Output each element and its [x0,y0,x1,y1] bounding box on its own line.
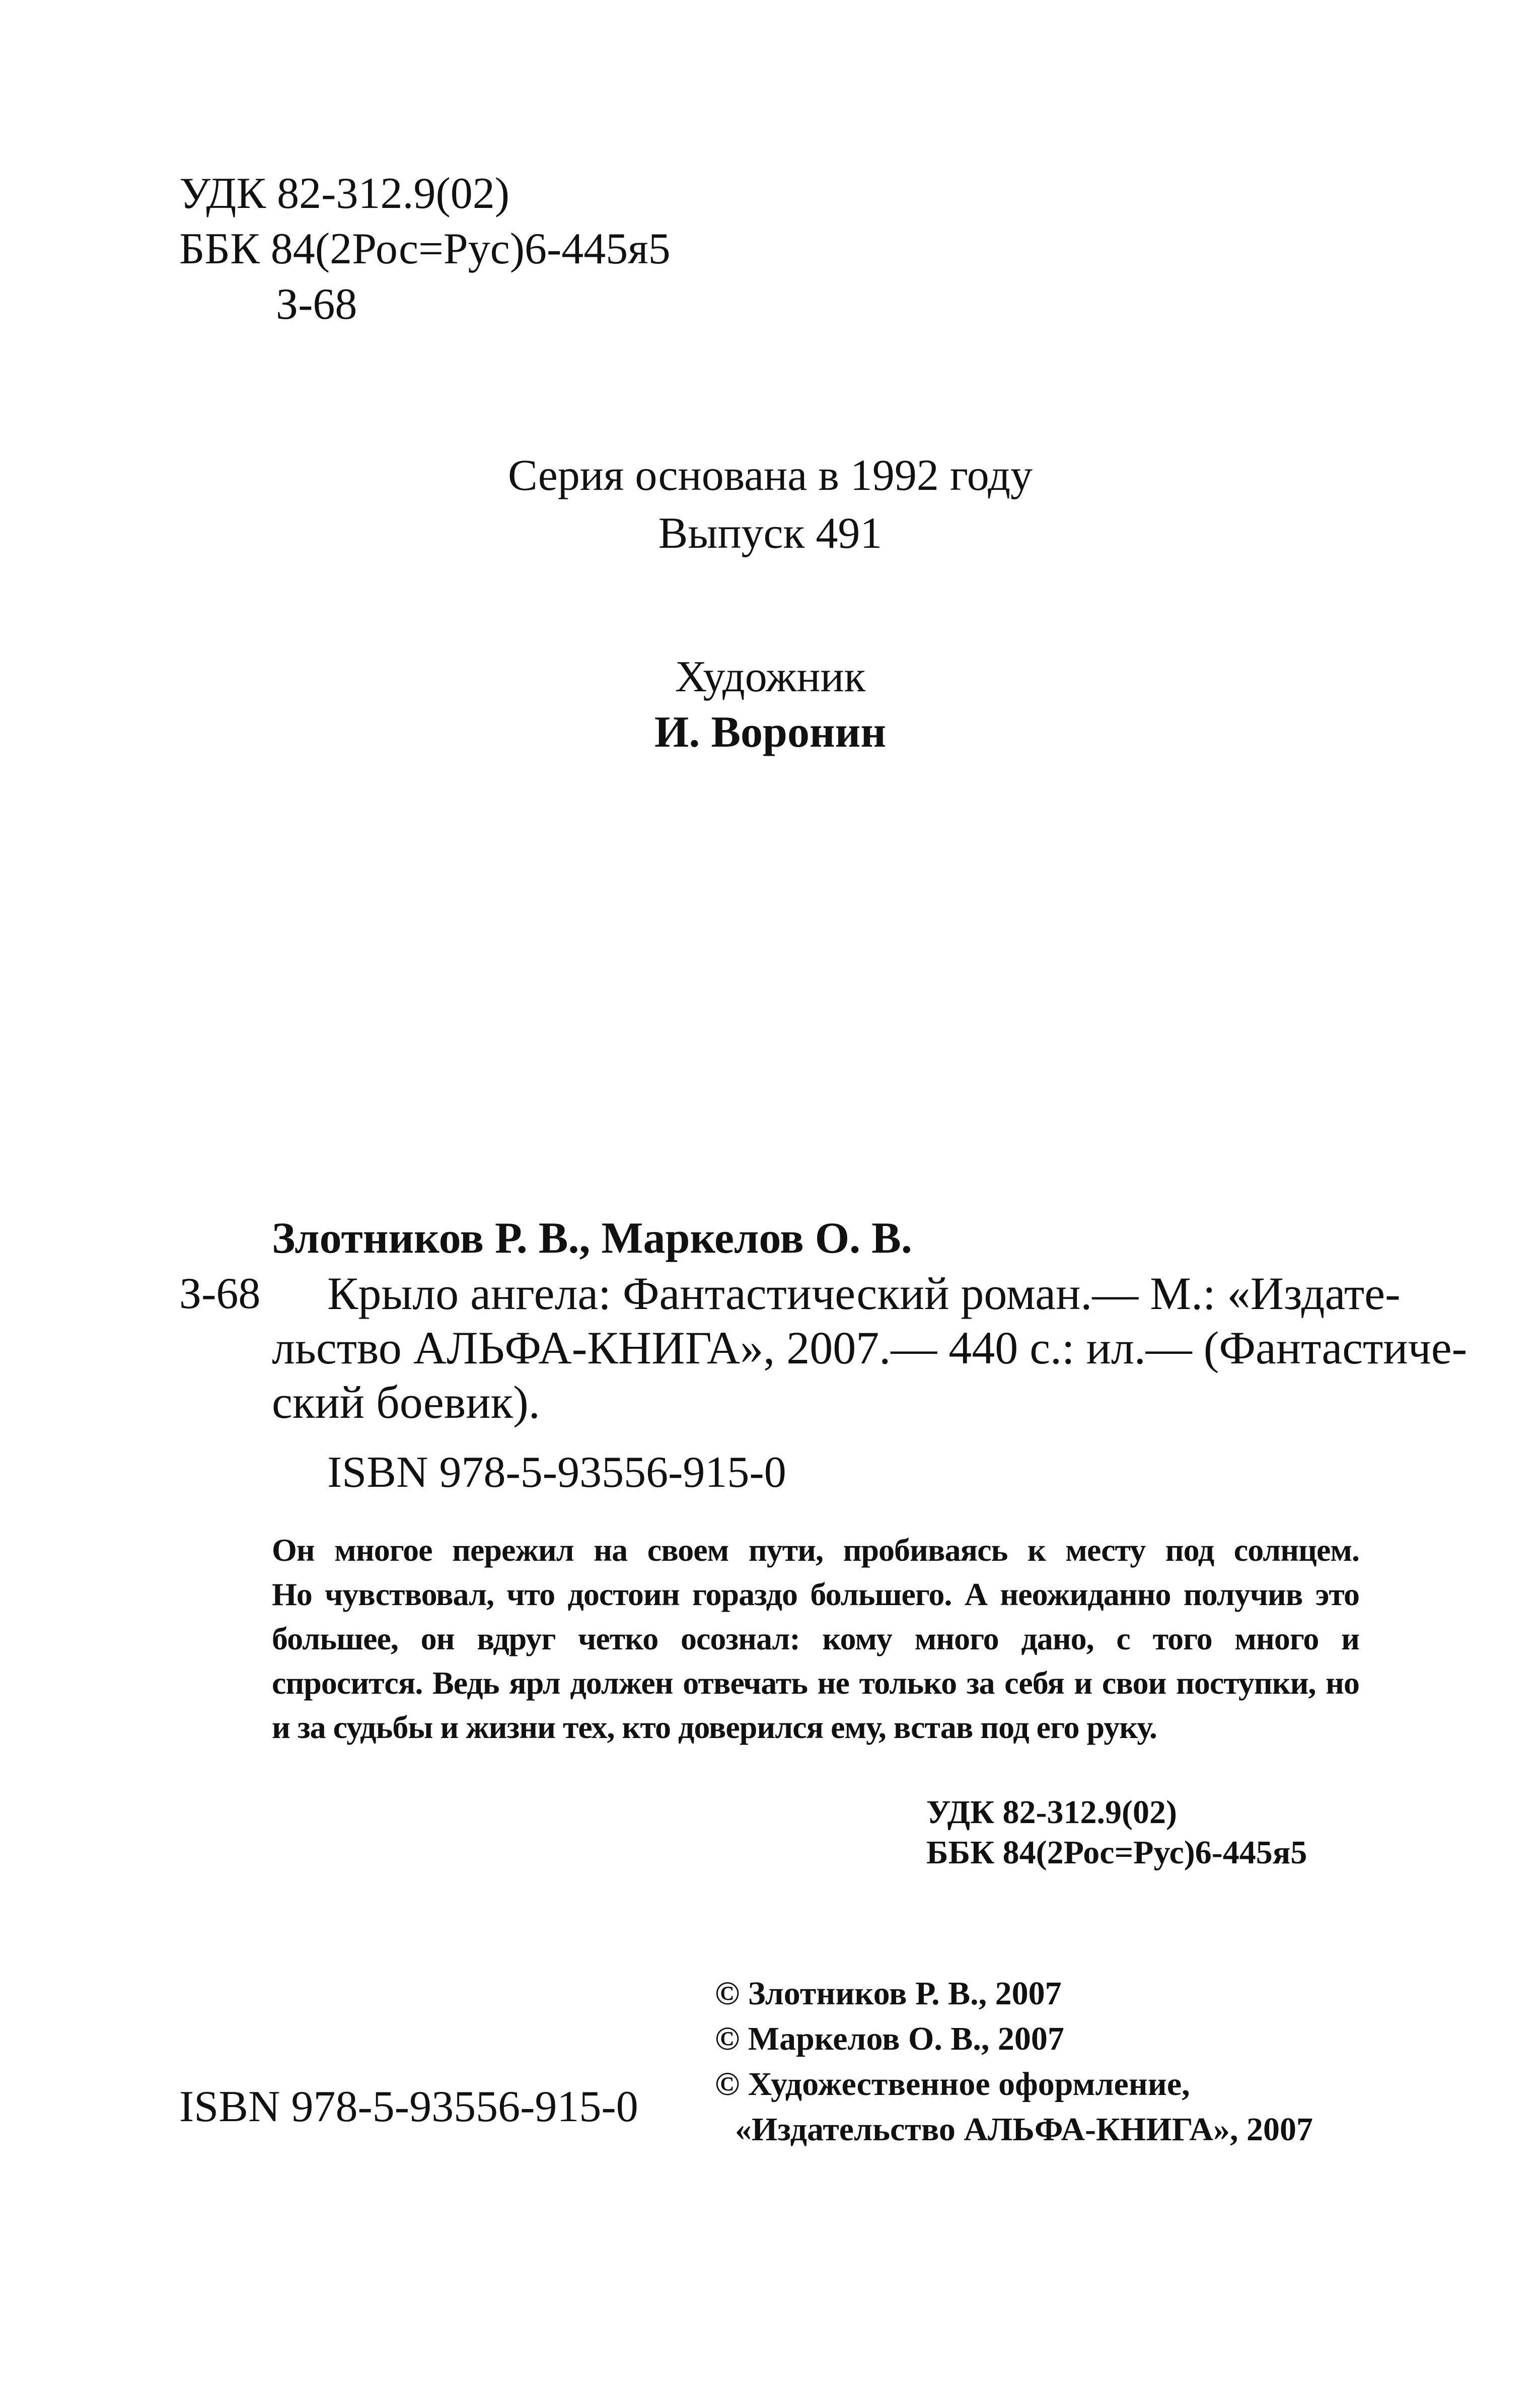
author-code-top: З-68 [276,280,357,329]
series-issue: Выпуск 491 [658,509,883,558]
bbk-code-bottom: ББК 84(2Рос=Рус)6-445я5 [926,1834,1307,1871]
artist-name: И. Воронин [654,708,887,757]
copyright-line: © Художественное оформление, [715,2066,1190,2103]
artist-title: Художник [675,653,866,701]
annotation [272,1528,1359,1750]
annotation-line: Он многое пережил на своем пути, пробиваясь к месту под солнцем. [272,1532,1359,1568]
copyright-line: © Маркелов О. В., 2007 [715,2020,1064,2057]
entry-line: ский боевик). [272,1377,540,1428]
entry-author-code: З-68 [179,1269,261,1318]
annotation-line: и за судьбы и жизни тех, кто доверился ему, встав под его руку. [272,1709,1157,1745]
copyright-line: © Злотников Р. В., 2007 [715,1975,1062,2012]
udk-code-bottom: УДК 82-312.9(02) [926,1794,1177,1831]
annotation-line: большее, он вдруг четко осознал: кому много дано, с того много и [272,1621,1359,1656]
isbn-bottom: ISBN 978-5-93556-915-0 [179,2082,638,2131]
series-founded: Серия основана в 1992 году [507,451,1033,500]
annotation-line: Но чувствовал, что достоин гораздо большего. А неожиданно получив это [272,1576,1359,1612]
entry-description [272,1266,1468,1429]
udk-code-top: УДК 82-312.9(02) [179,169,510,218]
entry-isbn: ISBN 978-5-93556-915-0 [327,1448,786,1497]
bbk-code-top: ББК 84(2Рос=Рус)6-445я5 [179,225,671,273]
entry-line: Крыло ангела: Фантастический роман.— М.: «Издате- [327,1268,1401,1319]
entry-line: льство АЛЬФА-КНИГА», 2007.— 440 с.: ил.— (Фантастиче- [272,1322,1468,1373]
annotation-line: спросится. Ведь ярл должен отвечать не только за себя и свои поступки, но [272,1665,1359,1701]
copyright-line: «Издательство АЛЬФА-КНИГА», 2007 [735,2111,1313,2148]
entry-authors: Злотников Р. В., Маркелов О. В. [272,1214,912,1263]
